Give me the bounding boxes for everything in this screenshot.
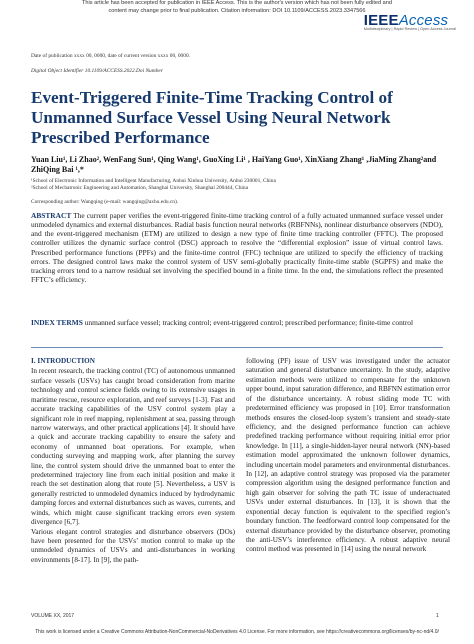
introduction-text-right: following (PF) issue of USV was investigated under the actuator saturation and general disturbance uncertainty. In the study, adaptive estimation methods were utilized to compensate for the unknown upper bound, input saturation difference, and RBFNN estimation error of the disturbance uncertainty. A robust sliding mode TC with predetermined efficiency was proposed in [10]. Error transformation methods ensures the closed-loop system’s transient and steady-state efficiency, and the designed performance function can achieve predefined tracking performance without requiring initial error prior knowledge. In [11], a single-hidden-layer neural network (NN)-based estimation model approximated the unknown follower dynamics, including uncertain model parameters and environmental disturbances. In [12], an adaptive control strategy was proposed via the parameter compression algorithm using the designed performance function and high gain observer for solving the path TC issue of underactuated USVs under external disturbances. In [13], it is shown that the exponential decay function is equivalent to the specified region’s boundary function. The feedforward control loop compensated for the external disturbance provided by the disturbance observer, promoting the anti-USV’s interference efficiency. A robust adaptive neural control method was presented in [14] using the neural network — [246, 357, 450, 554]
publication-dates: Date of publication xxxx 00, 0000, date of current version xxxx 00, 0000. — [31, 53, 190, 59]
right-column — [246, 357, 450, 555]
abstract-text: The current paper verifies the event-triggered finite-time tracking control of a fully actuated unmanned surface vessel under unmodeled dynamics and external disturbances. Radial basis function neural networks (RBFNNs), nonlinear disturbance observers (NDO), and the event-triggered mechanism (ETM) are utilized to design a new type of finite time tracking controller (FFTC). The proposed controller utilizes the dynamic surface control (DSC) approach to resolve the “differential explosion” issue of virtual control laws. Prescribed performance functions (PPFs) and the finite-time control (FFC) technique are utilized to specify the efficiency of tracking errors. The designed control laws make the control system of USV semi-globally practically finite-time stable (SGPFS) and make the tracking errors tend to a narrow residual set involving the specified bound in a finite time. In the end, the simulations reflect the presented FFTC’s efficiency. — [31, 211, 443, 285]
logo-main: IEEE — [363, 12, 399, 29]
paper-title: Event-Triggered Finite-Time Tracking Control of Unmanned Surface Vessel Using Neural Network Prescribed Performance — [31, 88, 393, 147]
journal-logo — [364, 12, 456, 31]
volume-label: VOLUME XX, 2017 — [31, 613, 75, 619]
section-divider — [31, 347, 443, 348]
affiliation-1: ¹School of Electronic Information and Intelligent Manufacturing, Anhui Xinhua University, Anhui 230001, China — [31, 178, 276, 184]
logo-tagline: Multidisciplinary | Rapid Review | Open Access Journal — [363, 27, 456, 31]
index-terms-text: unmanned surface vessel; tracking control; event-triggered control; prescribed performance; finite-time control — [84, 318, 414, 327]
abstract — [31, 211, 443, 284]
left-column — [31, 357, 235, 565]
introduction-heading: I. INTRODUCTION — [31, 357, 95, 365]
introduction-text-left: In recent research, the tracking control (TC) of autonomous unmanned surface vessels (USVs) has caught broad consideration from marine technology and control science fields owing to its extensive usages in maritime rescue, resource exploration, and reef surveys [1-3]. Fast and accurate tracking capabilities of the USV control system play a significant role in reef mapping, replenishment at sea, passing through narrow waterways, and other practical applications [4]. It should have a quick and accurate tracking capability to ensure the safety and economy of unmanned boat operations. For example, when conducting surveying and mapping work, after planning the survey line, the control system should drive the unmanned boat to enter the predetermined trajectory line from each initial position and make it reach the set destination along that route [5]. Nevertheless, a USV is generally restricted to unmodeled dynamics induced by hydrodynamic damping forces and external disturbances such as waves, currents, and winds, which might cause significant tracking errors even system divergence [6,7]. Various elegant control strategies and disturbance observers (DOs) have been presented for the USVs’ motion control to make up the unmodeled dynamics of USVs and anti-disturbances in working environments [8-17]. In [9], the path- — [31, 367, 235, 564]
license-notice: This work is licensed under a Creative Commons Attribution-NonCommercial-NoDerivatives 4.0 License. For more information, see https://creativecommons.org/licenses/by-nc-nd/4.0/ — [35, 629, 439, 635]
abstract-label: ABSTRACT — [31, 211, 72, 220]
index-terms-label: INDEX TERMS — [31, 318, 83, 327]
index-terms — [31, 318, 443, 327]
doi-line: Digital Object Identifier 10.1109/ACCESS.2022.Doi Number — [31, 68, 163, 74]
notice-line-2: content may change prior to final publication. Citation information: DOI 10.1109/ACCESS.2023.3347566 — [108, 8, 366, 14]
logo-accent: Access — [398, 12, 449, 29]
page-number: 1 — [436, 613, 439, 619]
corresponding-author: Corresponding author: Wangqing (e-mail: wangqing@axhu.edu.cn). — [31, 199, 179, 205]
affiliation-2: ²School of Mechatronic Engineering and Automation, Shanghai University, Shanghai 200444, China — [31, 185, 249, 191]
notice-line-1: This article has been accepted for publication in IEEE Access. This is the author's version which has not been fully edited and — [81, 0, 393, 6]
author-list: Yuan Liu¹, Li Zhao², WenFang Sun¹, Qing Wang¹, GuoXing Li¹ , HaiYang Guo¹, XinXiang Zhang¹ ,JiaMing Zhang²and ZhiQing Bai ¹,* — [31, 155, 437, 174]
